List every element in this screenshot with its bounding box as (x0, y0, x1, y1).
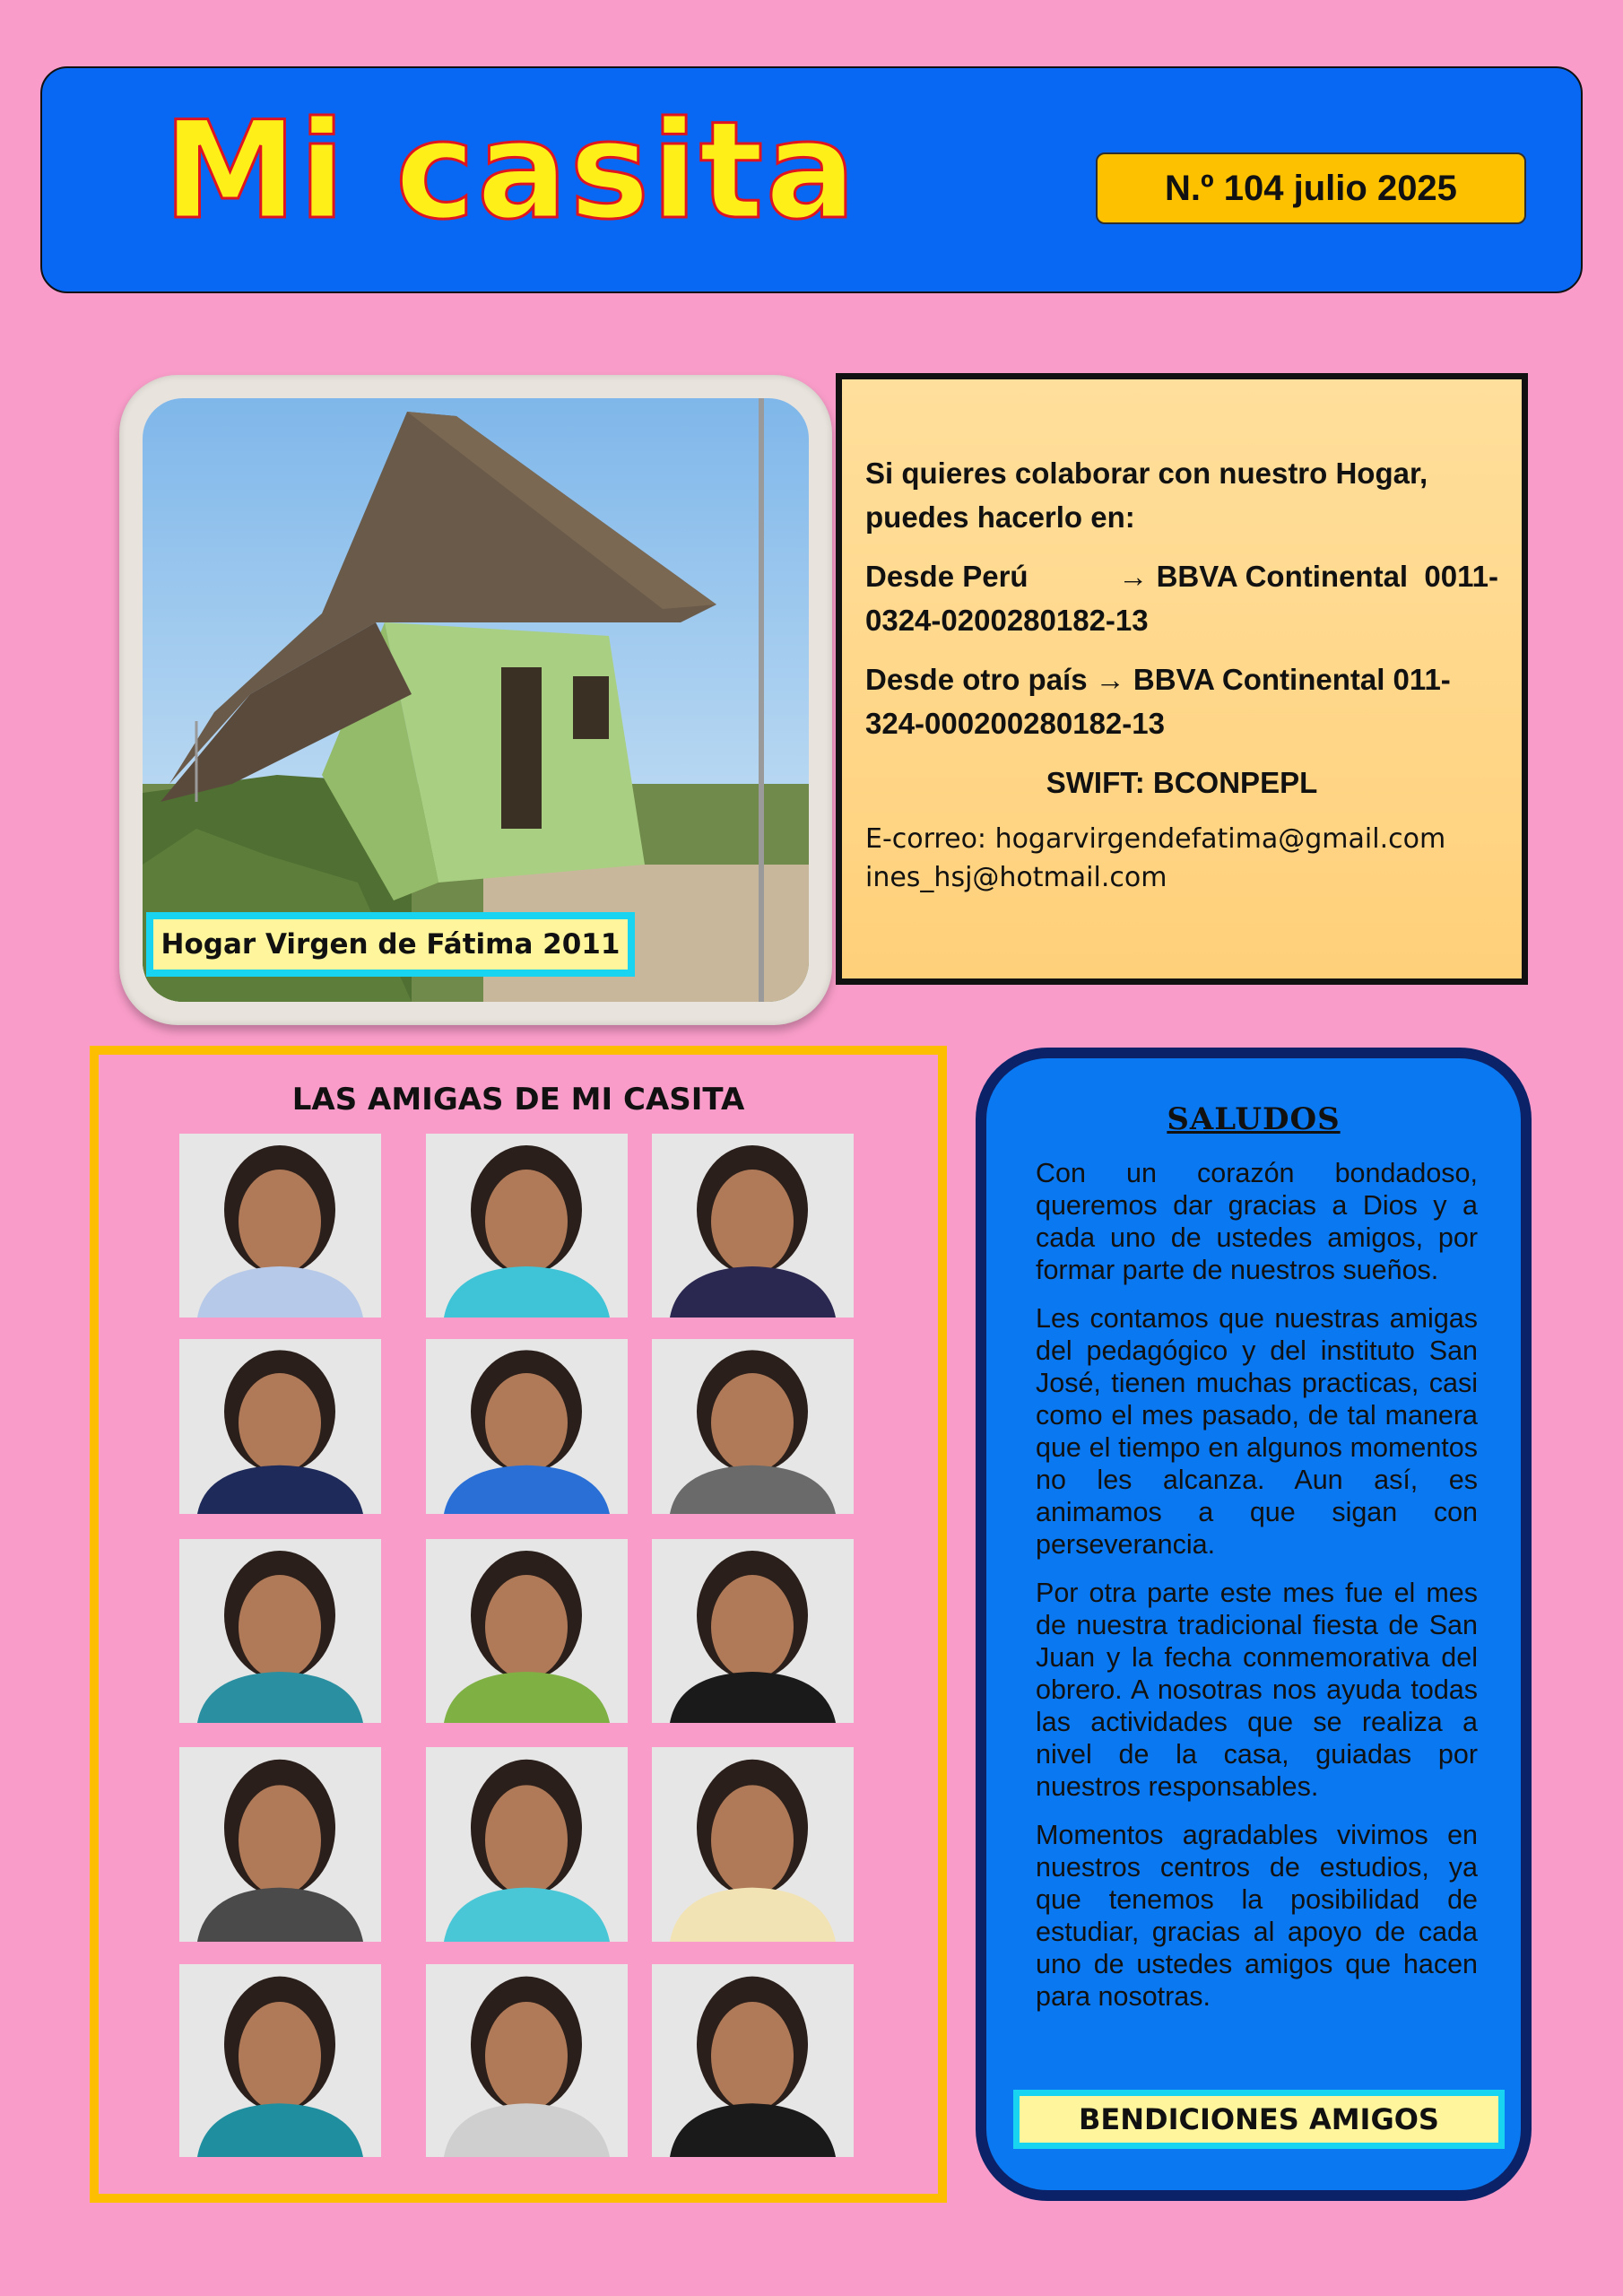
donation-intro: Si quieres colaborar con nuestro Hogar, puedes hacerlo en: (865, 457, 1428, 534)
newsletter-title: Mi casita (163, 93, 858, 249)
donation-box (836, 373, 1528, 985)
issue-badge: N.º 104 julio 2025 (1096, 152, 1526, 224)
friend-portrait (179, 1339, 381, 1514)
friend-portrait (426, 1134, 628, 1318)
closing-banner: BENDICIONES AMIGOS (1013, 2090, 1505, 2149)
greetings-paragraph: Momentos agradables vivimos en nuestros centros de estudios, ya que tenemos la posibilidad de estudiar, gracias al apoyo de cada uno de ustedes amigos que hacen para nosotras. (1036, 1820, 1478, 2012)
email-secondary[interactable]: ines_hsj@hotmail.com (865, 862, 1167, 893)
friend-portrait (652, 1339, 854, 1514)
bank-abroad: Desde otro país → BBVA Continental 011-324-000200280182-13 (865, 663, 1451, 740)
friend-portrait (179, 1134, 381, 1318)
photo-caption: Hogar Virgen de Fátima 2011 (146, 912, 635, 977)
greetings-paragraph: Con un corazón bondadoso, queremos dar gracias a Dios y a cada uno de ustedes amigos, por formar parte de nuestros sueños. (1036, 1158, 1478, 1285)
friend-portrait (426, 1964, 628, 2157)
friend-portrait (179, 1747, 381, 1942)
greetings-paragraph: Les contamos que nuestras amigas del pedagógico y del instituto San José, tienen muchas practicas, casi como el mes pasado, de tal manera que el tiempo en algunos momentos no les alcanza. Aun así, es animamos a que sigan con perseverancia. (1036, 1303, 1478, 1560)
friend-portrait (179, 1964, 381, 2157)
greetings-body (1036, 1157, 1478, 2029)
masthead (40, 66, 1583, 293)
friend-portrait (652, 1964, 854, 2157)
friend-portrait (652, 1539, 854, 1723)
swift-code: SWIFT: BCONPEPL (1046, 766, 1318, 799)
friend-portrait (652, 1134, 854, 1318)
bank-peru: Desde Perú → BBVA Continental 0011-0324-0200280182-13 (865, 560, 1499, 637)
gallery-title: LAS AMIGAS DE MI CASITA (291, 1082, 745, 1118)
friend-portrait (426, 1339, 628, 1514)
friend-portrait (426, 1539, 628, 1723)
friend-portrait (426, 1747, 628, 1942)
greetings-panel (976, 1048, 1532, 2201)
greetings-paragraph: Por otra parte este mes fue el mes de nuestra tradicional fiesta de San Juan y la fecha conmemorativa del obrero. A nosotras nos ayuda todas las actividades que se realiza a nivel de la casa, guiadas por nuestros responsables. (1036, 1578, 1478, 1802)
email-primary[interactable]: E-correo: hogarvirgendefatima@gmail.com (865, 823, 1446, 855)
friend-portrait (179, 1539, 381, 1723)
greetings-title: SALUDOS (1167, 1101, 1341, 1137)
friend-portrait (652, 1747, 854, 1942)
